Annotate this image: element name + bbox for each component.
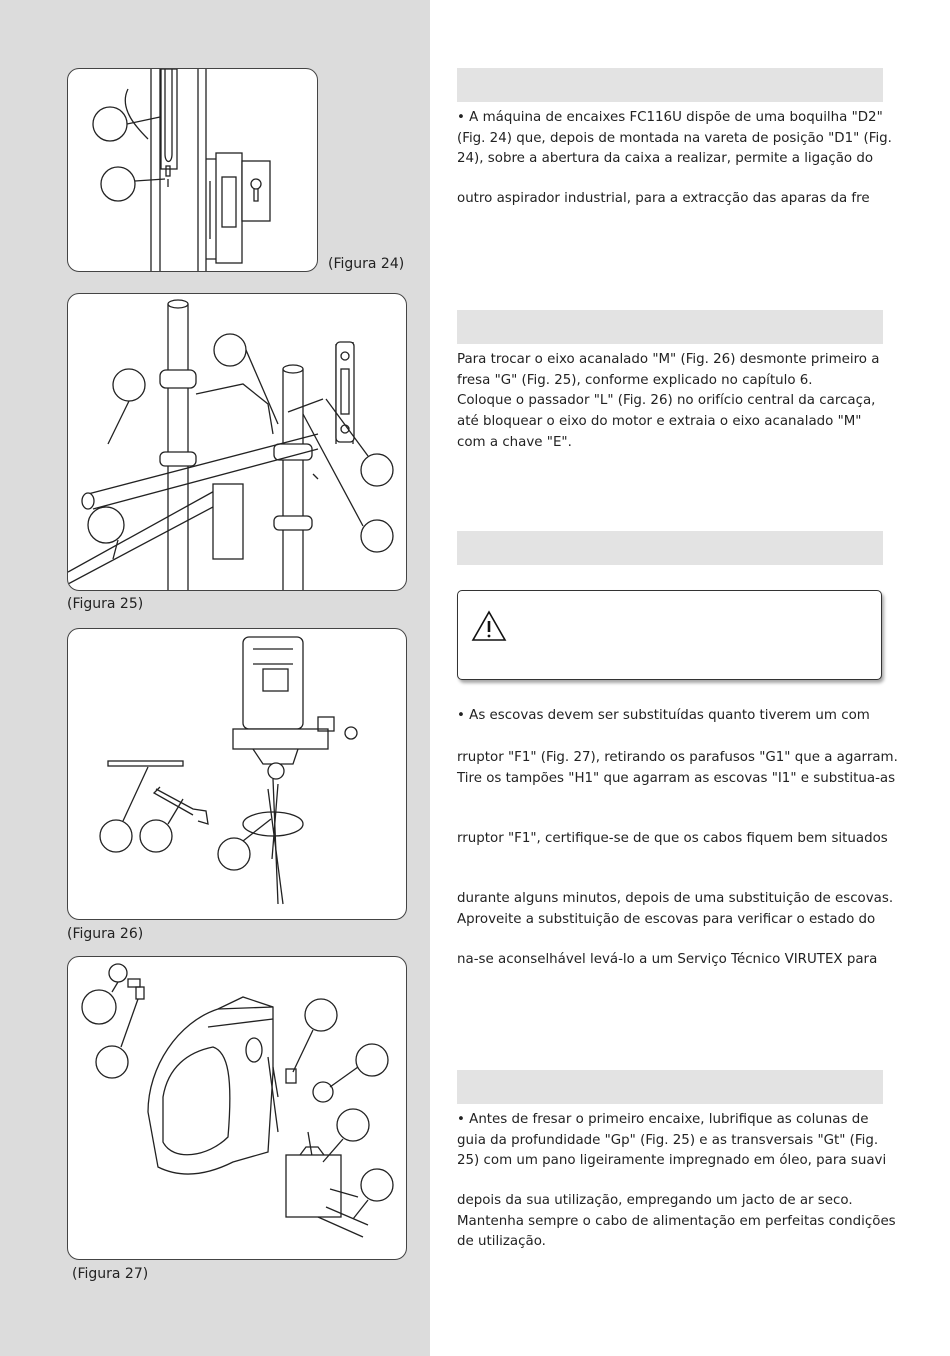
figure-24-door-lock bbox=[67, 68, 318, 272]
section-header-band-brushes bbox=[457, 531, 883, 565]
shaft-paragraph bbox=[457, 350, 882, 454]
text-line: com a chave "E". bbox=[457, 434, 572, 450]
text-line: Para trocar o eixo acanalado "M" (Fig. 26) desmonte primeiro a bbox=[457, 352, 880, 367]
figure-26-caption: (Figura 26) bbox=[67, 926, 144, 942]
text-line: • A máquina de encaixes FC116U dispõe de uma boquilha "D2" bbox=[457, 110, 883, 125]
figure-27-caption: (Figura 27) bbox=[72, 1266, 149, 1282]
text-line: na-se aconselhável levá-lo a um Serviço Técnico VIRUTEX para bbox=[457, 952, 878, 967]
text-line: (Fig. 24) que, depois de montada na vareta de posição "D1" (Fig. bbox=[457, 130, 892, 146]
text-line: guia da profundidade "Gp" (Fig. 25) e as transversais "Gt" (Fig. bbox=[457, 1132, 879, 1148]
maintenance-paragraph-a bbox=[457, 1110, 887, 1172]
text-line: durante alguns minutos, depois de uma substituição de escovas. bbox=[457, 891, 894, 906]
text-line: rruptor "F1" (Fig. 27), retirando os parafusos "G1" que a agarram. bbox=[457, 750, 898, 765]
warning-box bbox=[457, 590, 882, 680]
text-line: depois da sua utilização, empregando um jacto de ar seco. bbox=[457, 1193, 853, 1208]
figure-27-brushes bbox=[67, 956, 407, 1260]
section-header-band-maintenance bbox=[457, 1070, 883, 1104]
text-line: • As escovas devem ser substituídas quanto tiverem um com bbox=[457, 708, 870, 723]
brushes-paragraph-b bbox=[457, 748, 898, 789]
text-line: 25) com um pano ligeiramente impregnado em óleo, para suavi bbox=[457, 1153, 887, 1169]
brushes-paragraph-e bbox=[457, 950, 882, 971]
text-line: até bloquear o eixo do motor e extraia o eixo acanalado "M" bbox=[457, 414, 862, 430]
brushes-paragraph-c bbox=[457, 829, 888, 850]
figure-25-guide-columns bbox=[67, 293, 407, 591]
text-line: Aproveite a substituição de escovas para verificar o estado do bbox=[457, 911, 876, 927]
aspiration-paragraph-a bbox=[457, 108, 892, 170]
brushes-paragraph-a bbox=[457, 706, 882, 727]
text-line: outro aspirador industrial, para a extracção das aparas da fre bbox=[457, 191, 870, 206]
text-line: Tire os tampões "H1" que agarram as escovas "I1" e substitua-as bbox=[457, 770, 896, 786]
text-line: Mantenha sempre o cabo de alimentação em perfeitas condições bbox=[457, 1213, 896, 1229]
figure-24-caption: (Figura 24) bbox=[328, 256, 405, 272]
text-line: • Antes de fresar o primeiro encaixe, lubrifique as colunas de bbox=[457, 1112, 869, 1127]
figure-25-caption: (Figura 25) bbox=[67, 596, 144, 612]
section-header-band-shaft bbox=[457, 310, 883, 344]
maintenance-paragraph-b bbox=[457, 1191, 896, 1253]
brushes-paragraph-d bbox=[457, 889, 894, 930]
text-line: fresa "G" (Fig. 25), conforme explicado no capítulo 6. bbox=[457, 372, 813, 388]
text-line: Coloque o passador "L" (Fig. 26) no orifício central da carcaça, bbox=[457, 393, 876, 409]
section-header-band-aspiration bbox=[457, 68, 883, 102]
text-line: 24), sobre a abertura da caixa a realizar, permite a ligação do bbox=[457, 151, 874, 167]
figure-26-motor-shaft bbox=[67, 628, 407, 920]
text-line: de utilização. bbox=[457, 1234, 546, 1250]
text-line: rruptor "F1", certifique-se de que os cabos fiquem bem situados bbox=[457, 831, 888, 846]
aspiration-paragraph-b bbox=[457, 189, 882, 210]
warning-triangle-icon bbox=[471, 610, 507, 642]
